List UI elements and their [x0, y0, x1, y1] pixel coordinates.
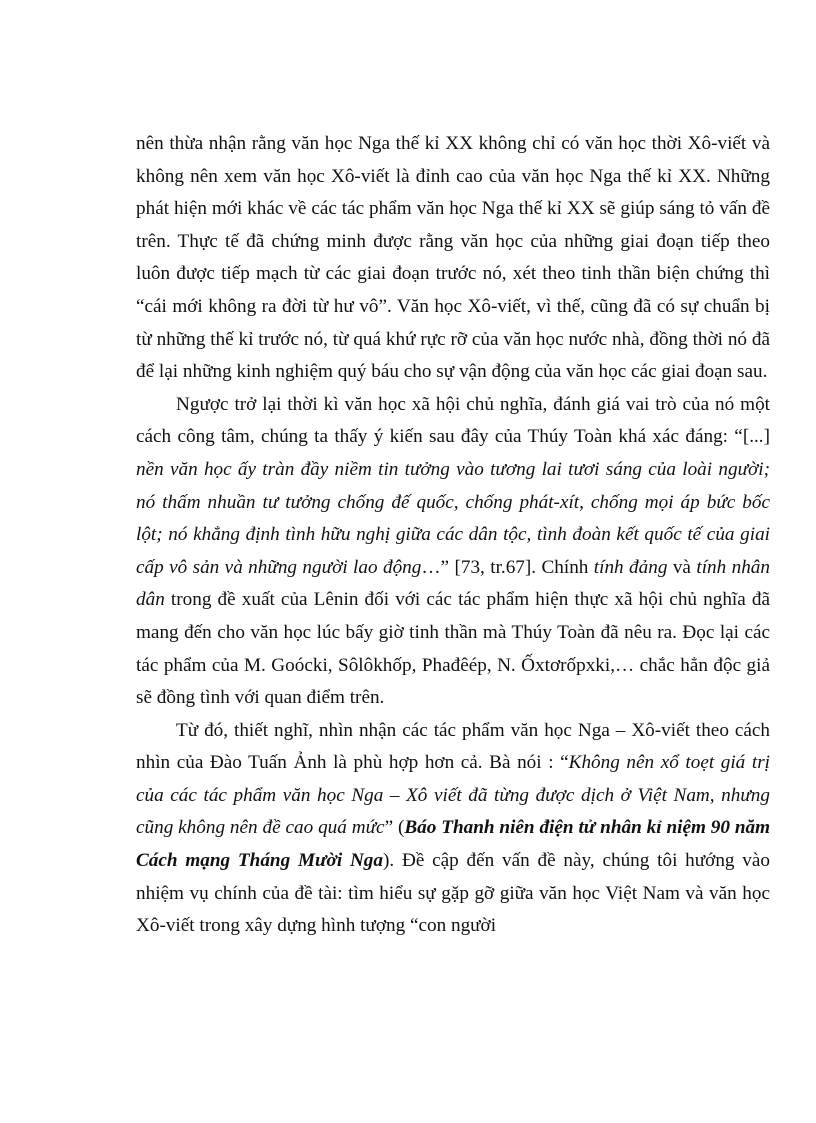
text-run: …” [73, tr.67]. Chính [421, 556, 594, 578]
paragraph-2 [136, 389, 770, 715]
document-page [136, 128, 770, 943]
text-run: ” ( [384, 817, 405, 839]
paragraph-1 [136, 128, 770, 389]
text-run: và [667, 556, 697, 578]
italic-quote: Không nên xổ toẹt giá trị của các tác phẩm văn học Nga – Xô viết đã từng được dịch ở Việt Nam, nhưng cũng không nên đề cao quá mức [136, 752, 770, 839]
text-run: nên thừa nhận rằng văn học Nga thế kỉ XX không chỉ có văn học thời Xô-viết và không nên xem văn học Xô-viết là đỉnh cao của văn học Nga thế kỉ XX. Những phát hiện mới khác về các tác phẩm văn học Nga thế kỉ XX sẽ giúp sáng tỏ vấn đề trên. Thực tế đã chứng minh được rằng văn học của những giai đoạn tiếp theo luôn được tiếp mạch từ các giai đoạn trước nó, xét theo tinh thần biện chứng thì “cái mới không ra đời từ hư vô”. Văn học Xô-viết, vì thế, cũng đã có sự chuẩn bị từ những thế kỉ trước nó, từ quá khứ rực rỡ của văn học nước nhà, đồng thời nó đã để lại những kinh nghiệm quý báu cho sự vận động của văn học các giai đoạn sau. [136, 133, 770, 383]
text-run: Ngược trở lại thời kì văn học xã hội chủ nghĩa, đánh giá vai trò của nó một cách công tâm, chúng ta thấy ý kiến sau đây của Thúy Toàn khá xác đáng: “[...] [136, 393, 770, 448]
italic-term: tính đảng [593, 556, 668, 578]
text-run: trong đề xuất của Lênin đối với các tác phẩm hiện thực xã hội chủ nghĩa đã mang đến cho văn học lúc bấy giờ tinh thần mà Thúy Toàn đã nêu ra. Đọc lại các tác phẩm của M. Goócki, Sôlôkhốp, Phađêép, N. Ốxtơrốpxki,… chắc hẳn độc giả sẽ đồng tình với quan điểm trên. [136, 589, 770, 709]
italic-term: tính nhân dân [136, 556, 770, 611]
text-run: ). Đề cập đến vấn đề này, chúng tôi hướng vào nhiệm vụ chính của đề tài: tìm hiểu sự gặp gỡ giữa văn học Việt Nam và văn học Xô-viết trong xây dựng hình tượng “con người [136, 850, 771, 937]
paragraph-3 [136, 715, 770, 943]
italic-quote: nền văn học ấy tràn đầy niềm tin tưởng vào tương lai tươi sáng của loài người; nó thấm nhuần tư tưởng chống đế quốc, chống phát-xít, chống mọi áp bức bốc lột; nó khẳng định tình hữu nghị giữa các dân tộc, tình đoàn kết quốc tế của giai cấp vô sản và những người lao động [136, 458, 770, 578]
text-run: Từ đó, thiết nghĩ, nhìn nhận các tác phẩm văn học Nga – Xô-viết theo cách nhìn của Đào Tuấn Ảnh là phù hợp hơn cả. Bà nói : “ [136, 719, 770, 774]
bold-italic-source: Báo Thanh niên điện tử nhân kỉ niệm 90 năm Cách mạng Tháng Mười Nga [136, 817, 771, 872]
